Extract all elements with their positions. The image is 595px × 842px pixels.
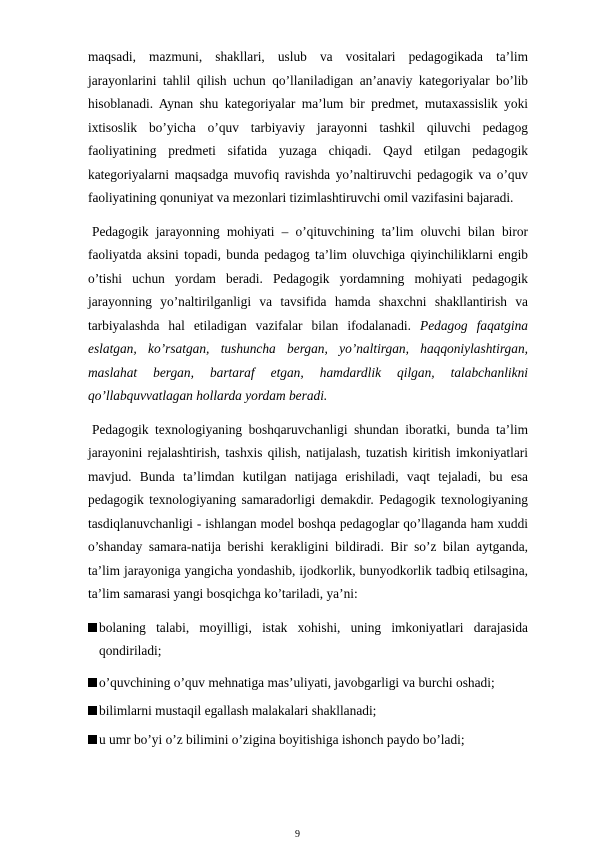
paragraph-2 bbox=[88, 220, 528, 408]
body-text bbox=[88, 45, 528, 751]
paragraph-2-text: Pedagogik jarayonning mohiyati – o’qituvchining ta’lim oluvchi bilan biror faoliyatda aksini topadi, bunda pedagog ta’lim oluvchiga qiyinchiliklarni engib o’tishi uchun yordam beradi. Pedagogik yordamning mohiyati pedagogik jarayonning yo’naltirilganligi va tavsifida hamda shaxchni shakllantirish va tarbiyalashda hal etiladigan vazifalar bilan ifodalanadi. bbox=[88, 223, 528, 333]
square-bullet-icon bbox=[88, 678, 97, 687]
paragraph-2-italic-text: Pedagog faqatgina eslatgan, ko’rsatgan, tushuncha bergan, yo’naltirgan, haqqoniylashtirgan, maslahat bergan, bartaraf etgan, hamdardlik qilgan, talabchanlikni qo’llabquvvatlagan hollarda yordam beradi. bbox=[88, 317, 528, 403]
page-number: 9 bbox=[295, 829, 300, 840]
list-item bbox=[88, 699, 528, 723]
paragraph-3 bbox=[88, 418, 528, 606]
paragraph-3-text: Pedagogik texnologiyaning boshqaruvchanligi shundan iboratki, bunda ta’lim jarayonini rejalashtirish, tashxis qilish, natijalash, tuzatish kiritish imkoniyatlari mavjud. Bunda ta’limdan kutilgan natijaga erishiladi, vaqt tejaladi, bu esa pedagogik texnologiyaning samaradorligi demakdir. Pedagogik texnologiyaning tasdiqlanuvchanligi - ishlangan model boshqa pedagoglar qo’llaganda ham xuddi o’shanday samara-natija berishi kerakligini bildiradi. Bir so’z bilan aytganda, ta’lim jarayoniga yangicha yondashib, ijodkorlik, bunyodkorlik tadbiq etilsagina, ta’lim samarasi yangi bosqichga ko’tariladi, ya’ni: bbox=[88, 421, 528, 601]
list-item bbox=[88, 728, 528, 752]
square-bullet-icon bbox=[88, 706, 97, 715]
bullet-text: u umr bo’yi o’z bilimini o’zigina boyitishiga ishonch paydo bo’ladi; bbox=[99, 731, 465, 747]
paragraph-1 bbox=[88, 45, 528, 210]
list-item bbox=[88, 671, 528, 695]
paragraph-1-text: maqsadi, mazmuni, shakllari, uslub va vositalari pedagogikada ta’lim jarayonlarini tahlil qilish uchun qo’llaniladigan an’anaviy kategoriyalar bo’lib hisoblanadi. Aynan shu kategoriyalar ma’lum bir predmet, mutaxassislik yoki ixtisoslik bo’yicha o’quv tarbiyaviy jarayonni tashkil qiluvchi pedagog faoliyatining predmeti sifatida yuzaga chiqadi. Qayd etilgan pedagogik kategoriyalarni maqsadga muvofiq ravishda yo’naltiruvchi pedagogik va o’quv faoliyatining qonuniyat va mezonlari tizimlashtiruvchi omil vazifasini bajaradi. bbox=[88, 49, 528, 205]
bullet-list bbox=[88, 616, 528, 752]
square-bullet-icon bbox=[88, 735, 97, 744]
bullet-text: bolaning talabi, moyilligi, istak xohishi, uning imkoniyatlari darajasida qondiriladi; bbox=[99, 619, 528, 658]
square-bullet-icon bbox=[88, 623, 97, 632]
bullet-text: bilimlarni mustaqil egallash malakalari shakllanadi; bbox=[99, 703, 377, 718]
list-item bbox=[88, 616, 528, 663]
bullet-text: o’quvchining o’quv mehnatiga mas’uliyati, javobgarligi va burchi oshadi; bbox=[99, 674, 495, 690]
